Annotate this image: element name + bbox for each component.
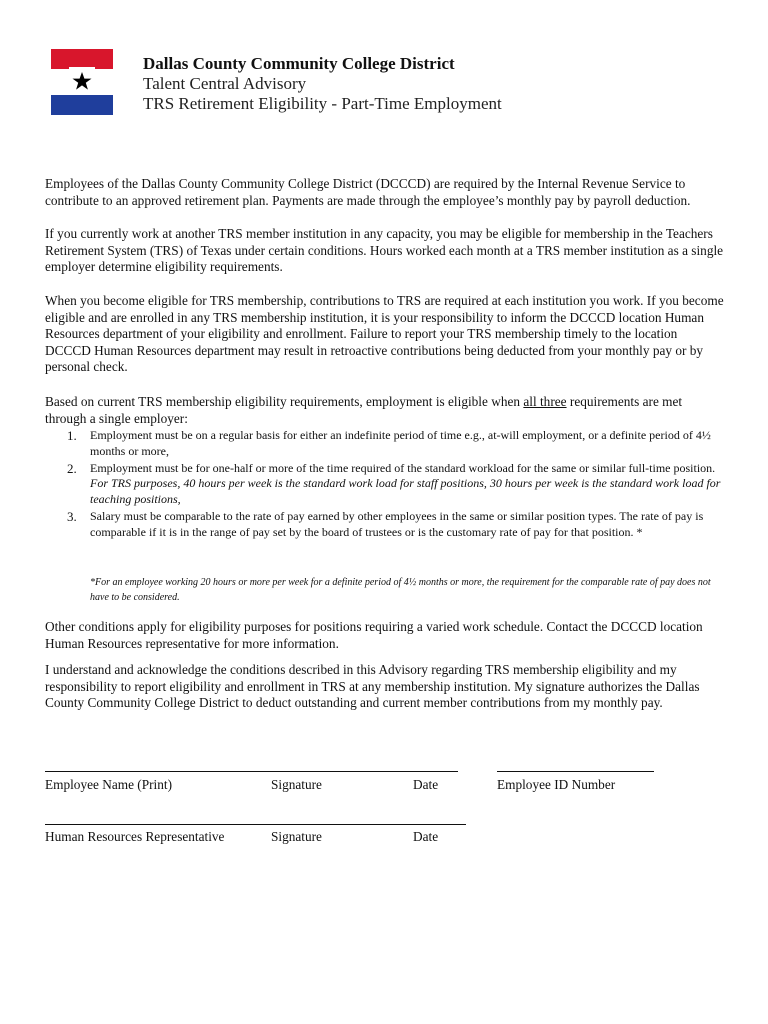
list-number: 1. <box>67 428 77 443</box>
employee-signature-label: Signature <box>271 777 322 792</box>
department-name: Talent Central Advisory <box>143 74 307 93</box>
star-icon <box>72 71 92 91</box>
hr-representative-label: Human Resources Representative <box>45 829 225 844</box>
list-number: 2. <box>67 460 77 476</box>
employee-id-label: Employee ID Number <box>497 777 616 792</box>
paragraph-text: If you currently work at another TRS member institution in any capacity, you may be eligible for membership in the Teachers Retirement System (TRS) of Texas under certain conditions. Hours worked each month at a TRS member institution as a single employer determine eligibility requirements. <box>45 226 724 275</box>
intro-text: Based on current TRS membership eligibility requirements, employment is eligible when <box>45 394 524 409</box>
flag-star-logo <box>51 49 113 115</box>
logo-blue-stripe <box>51 95 113 115</box>
paragraph-text: Other conditions apply for eligibility purposes for positions requiring a varied work schedule. Contact the DCCCD location Human Resources representative for more information. <box>45 619 703 651</box>
list-item <box>62 428 722 460</box>
employee-date-label: Date <box>413 777 439 792</box>
underlined-emphasis: all three <box>523 394 567 409</box>
paragraph-other-conditions <box>45 619 725 652</box>
employee-id-line[interactable] <box>497 771 654 772</box>
intro-text-end: requirements are met through a single employer: <box>45 394 683 426</box>
requirement-text: Employment must be on a regular basis for either an indefinite period of time e.g., at-will employment, or a definite period of 4½ months or more, <box>90 428 711 458</box>
list-item <box>62 461 722 508</box>
paragraph-contributions <box>45 293 725 376</box>
list-item <box>62 509 722 541</box>
requirement-text: Salary must be comparable to the rate of pay earned by other employees in the same or similar position types. The rate of pay is comparable if it is in the range of pay set by the board of trustees or is the customary rate of pay for that position. * <box>90 508 704 539</box>
document-header <box>143 54 502 114</box>
paragraph-retirement-plan <box>45 176 725 209</box>
organization-name: Dallas County Community College District <box>143 54 455 73</box>
paragraph-text: When you become eligible for TRS membership, contributions to TRS are required at each institution you work. If you become eligible and are enrolled in any TRS membership institution, it is your responsibility to inform the DCCCD location Human Resources department of your eligibility and enrollment. Failure to report your TRS membership timely to the location DCCCD Human Resources department may result in retroactive contributions being deducted from your monthly pay or by personal check. <box>45 293 724 375</box>
paragraph-requirements-intro <box>45 394 725 427</box>
hr-signature-line[interactable] <box>45 824 466 825</box>
footnote: *For an employee working 20 hours or more per week for a definite period of 4½ months or more, the requirement for the comparable rate of pay does not have to be considered. <box>90 577 711 603</box>
requirements-list <box>62 428 722 542</box>
requirement-italic-note: For TRS purposes, 40 hours per week is the standard work load for staff positions, 30 hours per week is the standard work load for teaching positions, <box>90 476 721 507</box>
document-title: TRS Retirement Eligibility - Part-Time Employment <box>143 94 502 113</box>
list-number: 3. <box>67 508 77 524</box>
logo-red-stripe <box>51 49 113 69</box>
requirement-text: Employment must be for one-half or more of the time required of the standard workload for the same or similar full-time position. <box>90 460 716 475</box>
paragraph-acknowledgement <box>45 662 725 712</box>
employee-signature-line[interactable] <box>45 771 458 772</box>
paragraph-text: I understand and acknowledge the conditions described in this Advisory regarding TRS membership eligibility and my responsibility to report eligibility and enrollment in TRS at any membership institution. My signature authorizes the Dallas County Community College District to deduct outstanding and current member contributions from my monthly pay. <box>45 662 700 711</box>
hr-date-label: Date <box>413 829 439 844</box>
paragraph-text <box>45 394 725 427</box>
employee-name-label: Employee Name (Print) <box>45 777 173 792</box>
hr-signature-label: Signature <box>271 829 322 844</box>
paragraph-text: Employees of the Dallas County Community College District (DCCCD) are required by the Internal Revenue Service to contribute to an approved retirement plan. Payments are made through the employee’s monthly pay by payroll deduction. <box>45 176 691 208</box>
paragraph-membership <box>45 226 725 276</box>
